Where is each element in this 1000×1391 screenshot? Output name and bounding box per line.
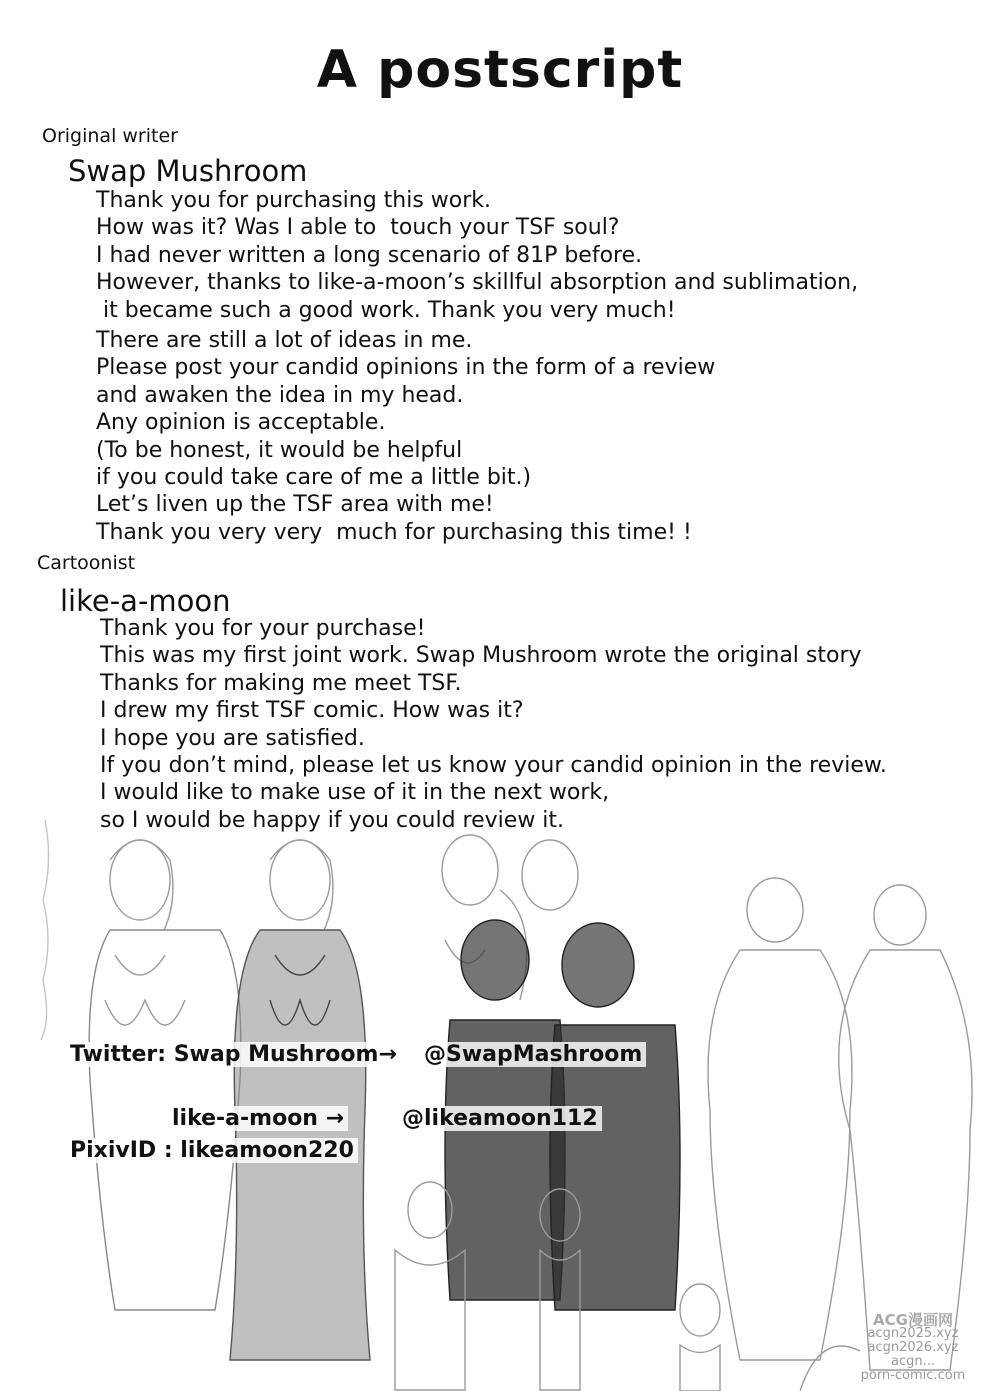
watermark-line: ACG漫画网 (873, 1311, 953, 1329)
cartoonist-role-label: Cartoonist (37, 552, 136, 574)
page-title: A postscript (316, 40, 684, 100)
message-line: I hope you are satisfied. (100, 725, 365, 751)
figure-sketch-right (708, 878, 972, 1370)
message-line: Thank you very very much for purchasing this time! ! (96, 519, 692, 545)
message-line: There are still a lot of ideas in me. (96, 327, 473, 353)
twitter-swap-label: Twitter: Swap Mushroom→ (66, 1042, 401, 1067)
message-line: How was it? Was I able to touch your TSF soul? (96, 215, 620, 241)
cartoonist-name: like-a-moon (60, 584, 231, 618)
twitter-moon-handle[interactable]: @likeamoon112 (398, 1106, 602, 1131)
message-line: If you don’t mind, please let us know your candid opinion in the review. (100, 752, 887, 778)
writer-name: Swap Mushroom (68, 154, 308, 188)
watermark-line: acgn2025.xyz (867, 1326, 959, 1341)
watermark-line: porn-comic.com (860, 1368, 966, 1383)
writer-role-label: Original writer (42, 125, 178, 147)
message-line: and awaken the idea in my head. (96, 382, 464, 408)
message-line: I would like to make use of it in the next work, (100, 780, 610, 806)
message-line: I drew my first TSF comic. How was it? (100, 698, 524, 724)
watermark-line: acgn2026.xyz (867, 1340, 959, 1355)
message-line: if you could take care of me a little bit.) (96, 464, 532, 490)
message-line: Thank you for your purchase! (100, 616, 426, 641)
message-line: Thank you for purchasing this work. (96, 188, 492, 213)
message-line: I had never written a long scenario of 81P before. (96, 242, 643, 268)
message-line: Any opinion is acceptable. (96, 410, 386, 436)
pixiv-id[interactable]: PixivID : likeamoon220 (66, 1138, 358, 1163)
watermark-line: acgn... (890, 1354, 935, 1369)
woman-sketch-1 (89, 840, 241, 1310)
message-line: so I would be happy if you could review it. (100, 807, 565, 833)
twitter-moon-label: like-a-moon → (168, 1106, 348, 1131)
message-line: Thanks for making me meet TSF. (100, 670, 462, 696)
writer-message (96, 187, 858, 546)
message-line: This was my first joint work. Swap Mushroom wrote the original story (100, 643, 862, 669)
message-line: Let’s liven up the TSF area with me! (96, 492, 494, 518)
twitter-swap-handle[interactable]: @SwapMashroom (420, 1042, 646, 1067)
watermark (848, 1313, 978, 1383)
message-line: However, thanks to like-a-moon’s skillful absorption and sublimation, (96, 270, 859, 296)
message-line: Please post your candid opinions in the form of a review (96, 355, 716, 381)
woman-sketch-2 (230, 840, 370, 1360)
message-line: (To be honest, it would be helpful (96, 437, 463, 463)
cartoonist-message (100, 615, 887, 834)
message-line: it became such a good work. Thank you very much! (96, 297, 676, 323)
